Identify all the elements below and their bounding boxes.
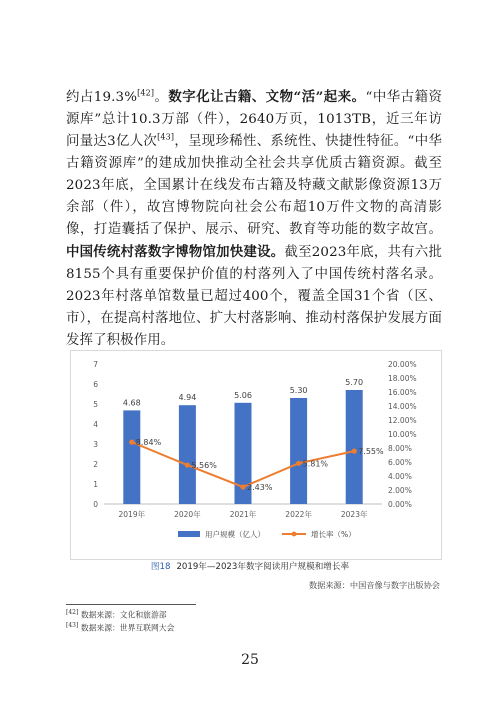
y-right-tick-label: 2.00% (388, 486, 412, 495)
y-right-tick-label: 0.00% (388, 500, 412, 509)
y-left-tick-label: 7 (93, 360, 98, 369)
sentence-text: ，呈现珍稀性、系统性、快捷性特征。“中华古籍资源库”的建成加快推动全社会共享优质古籍资源。截至2023年底，全国累计在线发布古籍及特藏文献影像资源13万余部（件），故宫博物院向社会公布超10万件文物的高清影像，打造囊括了保护、展示、研究、教育等功能的数字故宫。 (66, 134, 442, 237)
figure-title: 2019年—2023年数字阅读用户规模和增长率 (176, 562, 350, 572)
sentence-text: 。 (154, 90, 169, 105)
y-left-tick-label: 3 (93, 440, 98, 449)
chart-svg (70, 350, 442, 560)
x-tick-label: 2019年 (118, 510, 146, 519)
line-data-label: 5.56% (191, 461, 217, 471)
body-paragraph (66, 86, 442, 352)
bar (179, 405, 196, 504)
bar-data-label: 4.94 (178, 393, 197, 403)
y-right-tick-label: 18.00% (388, 374, 417, 383)
x-tick-label: 2021年 (229, 510, 257, 519)
x-tick-label: 2020年 (174, 510, 201, 519)
line-point (129, 440, 134, 445)
line-point (296, 461, 301, 466)
sentence-text: “中华古籍资源库”总计10.3万部（件），2640万页，1013TB，近三年访问量达3亿人次 (66, 90, 443, 149)
bar (290, 398, 307, 504)
bold-heading-villages: 中国传统村落数字博物馆加快建设。 (66, 244, 285, 260)
footnote-item (66, 609, 167, 621)
bar-data-label: 5.30 (289, 386, 308, 395)
x-tick-label: 2022年 (285, 510, 312, 519)
footnote-ref[interactable]: [43] (157, 132, 175, 142)
y-left-tick-label: 4 (93, 420, 98, 429)
footnote-item (66, 622, 174, 634)
figure-number: 图18 (150, 562, 171, 572)
bar-data-label: 5.06 (234, 390, 252, 400)
legend-label: 增长率（%） (311, 530, 356, 539)
bold-heading-ancient-books: 数字化让古籍、文物“活”起来。 (168, 89, 366, 105)
bar-data-label: 5.70 (345, 378, 364, 387)
line-data-label: 2.43% (247, 482, 273, 492)
y-right-tick-label: 4.00% (388, 472, 412, 481)
legend-swatch-marker (292, 532, 297, 537)
line-data-label: 5.81% (302, 459, 329, 469)
figure-caption (0, 560, 500, 572)
legend-label: 用户规模（亿人） (205, 530, 265, 539)
legend-swatch-bar (178, 531, 200, 537)
footnote-divider (66, 604, 196, 605)
footnote-marker: [43] (66, 622, 79, 629)
page-number: 25 (241, 652, 259, 668)
bar-data-label: 4.68 (122, 398, 141, 408)
y-left-tick-label: 5 (93, 400, 98, 409)
line-data-label: 7.55% (358, 447, 384, 457)
sentence-text: 截至2023年底，共有六批8155个具有重要保护价值的村落列入了中国传统村落名录。2023年村落单馆数量已超过400个，覆盖全国31个省（区、市），在提高村落地位、扩大村落影响、推动村落保护发展方面发挥了积极作用。 (66, 245, 443, 348)
data-source-note: 数据来源：中国音像与数字出版协会 (308, 580, 440, 590)
y-left-tick-label: 6 (93, 380, 98, 389)
footnote-marker: [42] (66, 609, 79, 616)
y-right-tick-label: 14.00% (388, 402, 417, 411)
footnote-text: 数据来源：世界互联网大会 (80, 623, 175, 633)
y-right-tick-label: 16.00% (388, 388, 417, 397)
footnote-ref[interactable]: [42] (137, 88, 155, 98)
y-right-tick-label: 10.00% (388, 430, 417, 439)
y-left-tick-label: 0 (93, 500, 98, 509)
bar (123, 410, 140, 504)
x-tick-label: 2023年 (340, 510, 368, 519)
line-point (352, 449, 357, 454)
combo-chart (70, 350, 442, 560)
y-left-tick-label: 2 (93, 460, 98, 469)
sentence-text: 约占19.3% (66, 90, 138, 105)
line-point (240, 484, 245, 489)
y-left-tick-label: 1 (93, 480, 98, 489)
y-right-tick-label: 20.00% (388, 360, 417, 369)
line-point (185, 462, 190, 467)
y-right-tick-label: 6.00% (388, 458, 412, 467)
y-right-tick-label: 12.00% (388, 416, 417, 425)
line-data-label: 8.84% (135, 438, 162, 448)
footnote-text: 数据来源：文化和旅游部 (80, 610, 167, 620)
y-right-tick-label: 8.00% (388, 444, 412, 453)
